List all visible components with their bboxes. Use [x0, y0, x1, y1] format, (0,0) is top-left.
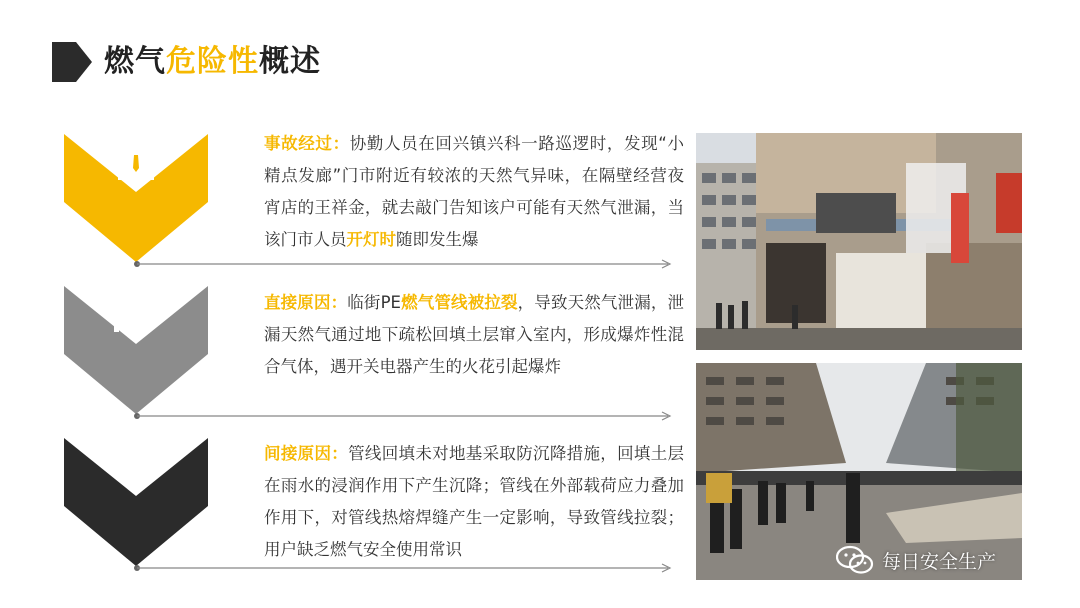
watermark [836, 540, 996, 580]
section-body-end: ，导致天然气泄漏，泄漏天然气通过地下疏松回填土层窜入室内，形成爆炸性混合气体，遇开关电器产生的火花引起爆炸 [264, 293, 685, 376]
divider-arrow-2 [134, 411, 674, 421]
title-marker-icon [52, 42, 92, 82]
divider-arrow-1 [134, 259, 674, 269]
svg-text:$: $ [123, 443, 149, 488]
section-highlight: 开灯时 [346, 230, 396, 249]
title-part-1: 燃气 [104, 44, 166, 79]
title-part-2: 概述 [259, 44, 321, 79]
person-icon [112, 134, 160, 180]
section-lead: 间接原因： [264, 444, 349, 463]
section-lead: 直接原因： [264, 293, 348, 312]
section-accident-text [264, 128, 684, 256]
section-body: 协勤人员在回兴镇兴科一路巡逻时，发现“小精点发廊”门市附近有较浓的天然气异味，在隔壁经营夜宵店的王祥金，就去敲门告知该户可能有天然气泄漏，当该门市人员 [264, 134, 684, 249]
page-title [104, 40, 321, 84]
section-indirect-cause-text [264, 438, 684, 566]
bar-chart-icon [112, 290, 160, 336]
title-highlight: 危险性 [166, 44, 259, 79]
dollar-icon [112, 442, 160, 488]
wechat-icon [836, 545, 874, 575]
section-direct-cause-text [264, 287, 684, 383]
section-lead: 事故经过： [264, 134, 350, 153]
section-body: 管线回填未对地基采取防沉降措施，回填土层在雨水的浸润作用下产生沉降；管线在外部载荷应力叠加作用下，对管线热熔焊缝产生一定影响，导致管线拉裂；用户缺乏燃气安全使用常识 [264, 444, 684, 559]
photo-damaged-building [696, 133, 1022, 350]
section-body: 临街PE [347, 293, 401, 312]
section-body-end: 随即发生爆 [396, 230, 479, 249]
section-highlight: 燃气管线被拉裂 [400, 293, 518, 312]
watermark-text: 每日安全生产 [882, 550, 997, 573]
